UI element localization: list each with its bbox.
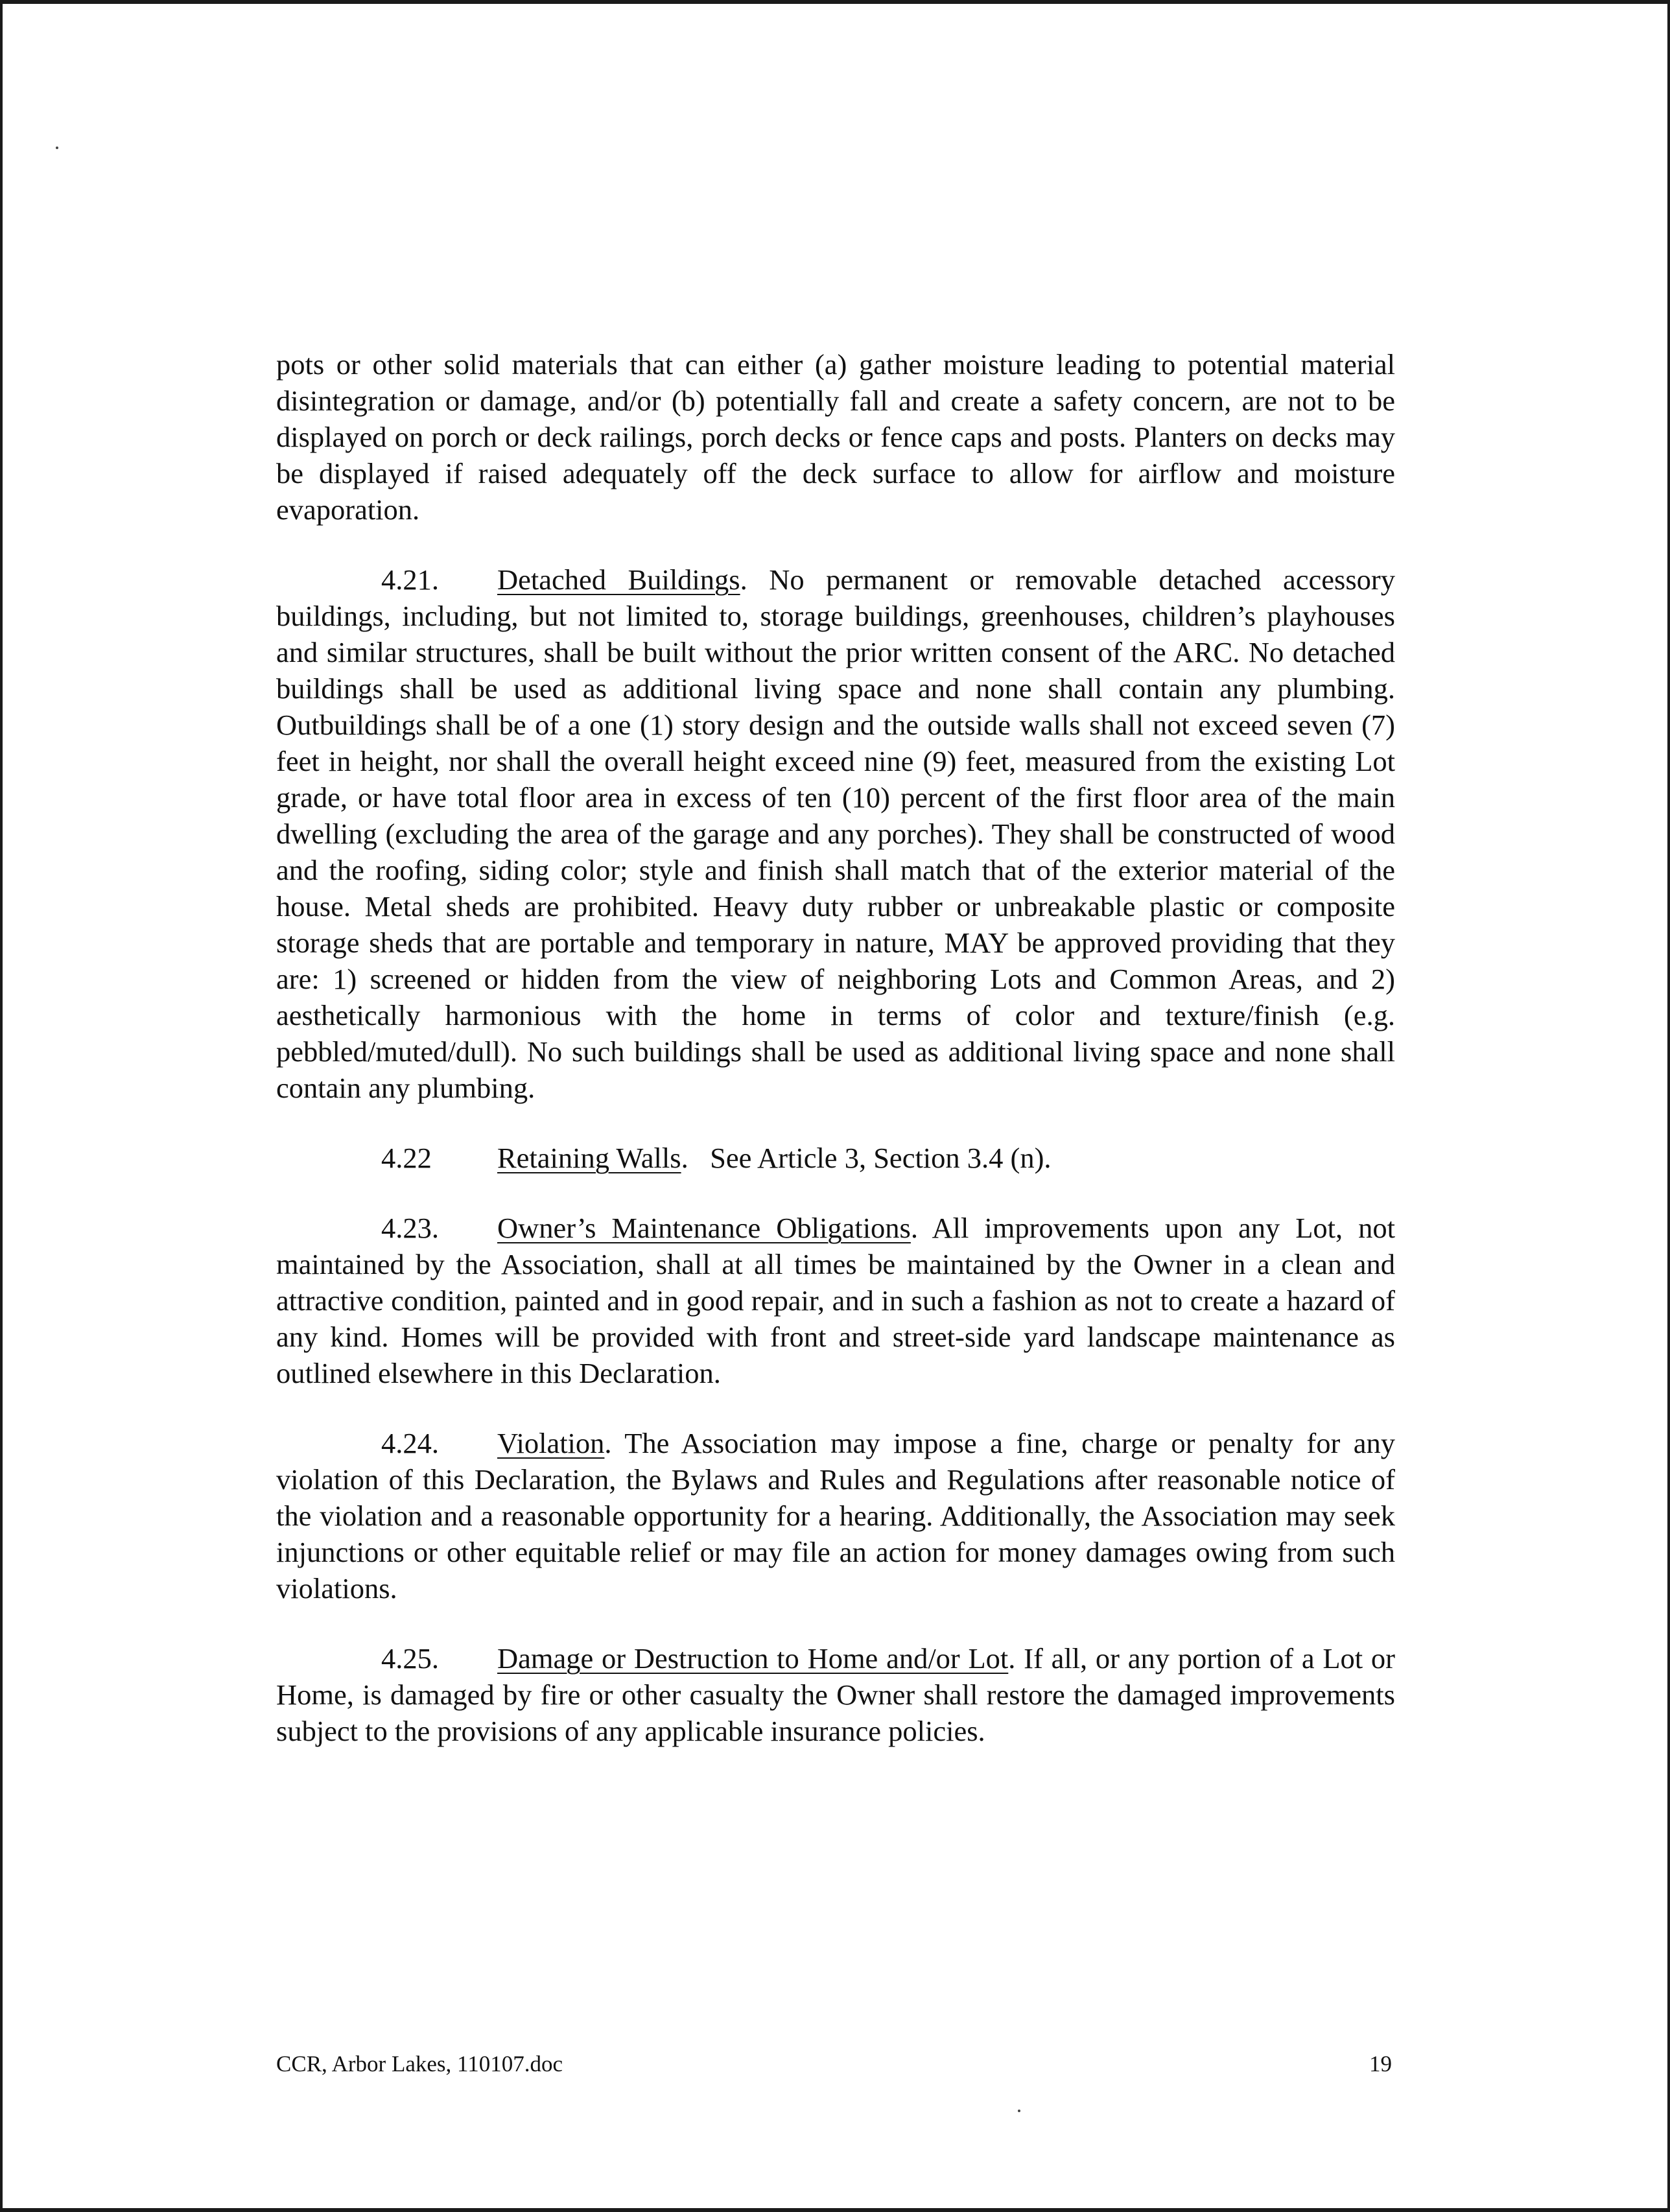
section-number: 4.21. <box>381 563 439 596</box>
section-number: 4.22 <box>381 1142 432 1174</box>
scan-speck <box>1018 2110 1020 2112</box>
section-text: . See Article 3, Section 3.4 (n). <box>681 1142 1052 1174</box>
section-4-21 <box>276 561 1395 1106</box>
section-title: Retaining Walls <box>497 1142 681 1174</box>
section-4-23 <box>276 1210 1395 1391</box>
section-number: 4.25. <box>381 1642 439 1675</box>
section-title: Violation <box>497 1427 605 1459</box>
section-title: Detached Buildings <box>497 563 740 596</box>
document-body <box>276 346 1395 1749</box>
section-4-24 <box>276 1425 1395 1606</box>
section-text: . The Association may impose a fine, charge or penalty for any violation of this Declaration, the Bylaws and Rules and Regulations after reasonable notice of the violation and a reasonable opportunity for a hearing. Additionally, the Association may seek injunctions or other equitable relief or may file an action for money damages owing from such violations. <box>276 1427 1395 1605</box>
section-number: 4.23. <box>381 1212 439 1244</box>
footer-document-name: CCR, Arbor Lakes, 110107.doc <box>276 2051 563 2077</box>
scan-speck <box>56 147 58 149</box>
section-4-22 <box>276 1140 1395 1176</box>
section-text: . No permanent or removable detached accessory buildings, including, but not limited to, storage buildings, greenhouses, children’s playhouses and similar structures, shall be built without the prior written consent of the ARC. No detached buildings shall be used as additional living space and none shall contain any plumbing. Outbuildings shall be of a one (1) story design and the outside walls shall not exceed seven (7) feet in height, nor shall the overall height exceed nine (9) feet, measured from the existing Lot grade, or have total floor area in excess of ten (10) percent of the first floor area of the main dwelling (excluding the area of the garage and any porches). They shall be constructed of wood and the roofing, siding color; style and finish shall match that of the exterior material of the house. Metal sheds are prohibited. Heavy duty rubber or unbreakable plastic or composite storage sheds that are portable and temporary in nature, MAY be approved providing that they are: 1) screened or hidden from the view of neighboring Lots and Common Areas, and 2) aesthetically harmonious with the home in terms of color and texture/finish (e.g. pebbled/muted/dull). No such buildings shall be used as additional living space and none shall contain any plumbing. <box>276 563 1395 1104</box>
section-title: Damage or Destruction to Home and/or Lot <box>497 1642 1009 1675</box>
section-number: 4.24. <box>381 1427 439 1459</box>
section-title: Owner’s Maintenance Obligations <box>497 1212 911 1244</box>
section-text: . All improvements upon any Lot, not maintained by the Association, shall at all times be maintained by the Owner in a clean and attractive condition, painted and in good repair, and in such a fashion as not to create a hazard of any kind. Homes will be provided with front and street-side yard landscape maintenance as outlined elsewhere in this Declaration. <box>276 1212 1395 1389</box>
footer-page-number: 19 <box>1369 2051 1392 2077</box>
intro-paragraph: pots or other solid materials that can either (a) gather moisture leading to potential material disintegration or damage, and/or (b) potentially fall and create a safety concern, are not to be displayed on porch or deck railings, porch decks or fence caps and posts. Planters on decks may be displayed if raised adequately off the deck surface to allow for airflow and moisture evaporation. <box>276 348 1395 526</box>
section-text: . If all, or any portion of a Lot or Home, is damaged by fire or other casualty the Owner shall restore the damaged improvements subject to the provisions of any applicable insurance policies. <box>276 1642 1395 1747</box>
section-4-25 <box>276 1640 1395 1749</box>
